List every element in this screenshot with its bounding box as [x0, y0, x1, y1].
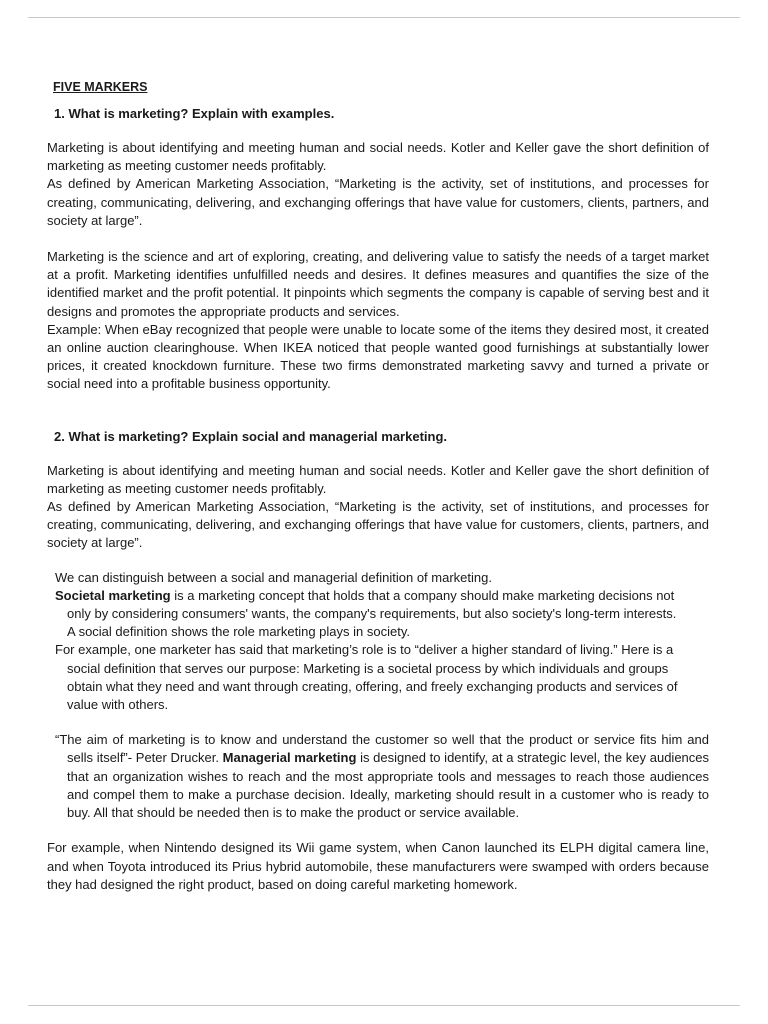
- drucker-quote: “The aim of marketing is to know and understand the customer so well that the product or service fits him and sells itself”- Peter Drucker.: [55, 732, 709, 766]
- section-title: FIVE MARKERS: [53, 80, 148, 94]
- question-1-heading: 1. What is marketing? Explain with examples.: [54, 106, 335, 121]
- q1-paragraph-2: As defined by American Marketing Association, “Marketing is the activity, set of institutions, and processes for creating, communicating, delivering, and exchanging offerings that have value for customers, clients, partners, and society at large”.: [47, 176, 709, 228]
- q1-paragraph-3: Marketing is the science and art of exploring, creating, and delivering value to satisfy the needs of a target market at a profit. Marketing identifies unfulfilled needs and desires. It defines measures and quantifies the size of the identified market and the profit potential. It pinpoints which segments the company is capable of serving best and it designs and promotes the appropriate products and services.: [47, 249, 709, 319]
- q1-example-paragraph: Example: When eBay recognized that people were unable to locate some of the items they desired most, it created an online auction clearinghouse. When IKEA noticed that people wanted good furnishings at substantially lower prices, it created knockdown furniture. These two firms demonstrated marketing savvy and turned a private or social need into a profitable business opportunity.: [47, 321, 709, 392]
- question-2-heading: 2. What is marketing? Explain social and managerial marketing.: [54, 428, 448, 444]
- top-divider: [28, 17, 740, 18]
- drucker-quote-paragraph: [55, 731, 709, 822]
- social-managerial-block: [55, 569, 710, 823]
- societal-marketing-paragraph: [55, 587, 683, 642]
- q2-paragraph-2: As defined by American Marketing Association, “Marketing is the activity, set of institutions, and processes for creating, communicating, delivering, and exchanging offerings that have value for customers, clients, partners, and society at large”.: [47, 499, 709, 551]
- social-definition-example: For example, one marketer has said that marketing’s role is to “deliver a higher standard of living.” Here is a social definition that serves our purpose: Marketing is a societal process by which individuals and groups obtain what they need and want through creating, offering, and freely exchanging products and services of value with others.: [55, 642, 678, 713]
- q2-paragraph-1: Marketing is about identifying and meeting human and social needs. Kotler and Keller gave the short definition of marketing as meeting customer needs profitably.: [47, 462, 709, 496]
- managerial-marketing-text: is designed to identify, at a strategic level, the key audiences that an organization wishes to reach and the most appropriate tools and messages to reach those audiences and compel them to make a purchase decision. Ideally, marketing should result in a customer who is ready to buy. All that should be needed then is to make the product or service available.: [67, 750, 710, 821]
- distinction-sentence: We can distinguish between a social and managerial definition of marketing.: [55, 569, 492, 585]
- bottom-divider: [28, 1005, 740, 1006]
- document-page: [47, 78, 709, 894]
- societal-marketing-term: Societal marketing: [55, 587, 171, 603]
- societal-marketing-text: is a marketing concept that holds that a company should make marketing decisions not only by considering consumers' wants, the company's requirements, but also society's long-term interests. A social definition shows the role marketing plays in society.: [67, 587, 677, 640]
- managerial-marketing-term: Managerial marketing: [222, 750, 357, 766]
- q2-closing-example: For example, when Nintendo designed its Wii game system, when Canon launched its ELPH digital camera line, and when Toyota introduced its Prius hybrid automobile, these manufacturers were swamped with orders because they had designed the right product, based on doing careful marketing homework.: [47, 840, 709, 892]
- q1-paragraph-1: Marketing is about identifying and meeting human and social needs. Kotler and Keller gave the short definition of marketing as meeting customer needs profitably.: [47, 140, 709, 174]
